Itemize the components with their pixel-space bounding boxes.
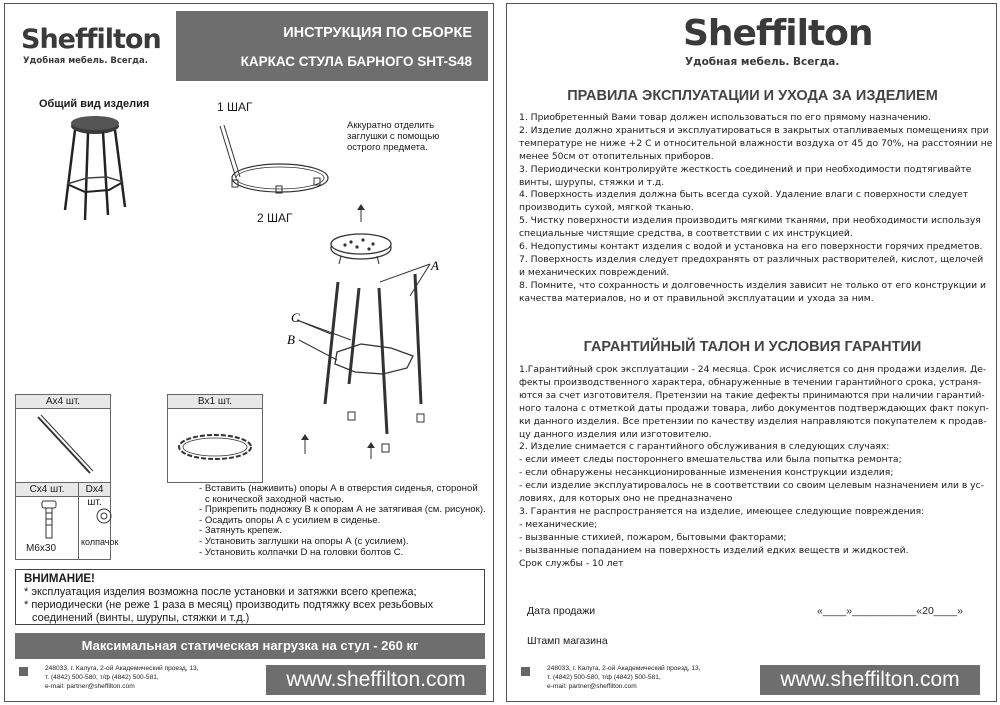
brand-name: Sheffilton <box>683 13 873 54</box>
sale-date-field: «____»___________«20____» <box>817 605 963 617</box>
rules-title: ПРАВИЛА ЭКСПЛУАТАЦИИ И УХОДА ЗА ИЗДЕЛИЕМ <box>567 88 938 104</box>
warranty-title: ГАРАНТИЙНЫЙ ТАЛОН И УСЛОВИЯ ГАРАНТИИ <box>583 339 922 355</box>
warning-line: * периодически (не реже 1 раза в месяц) производить подтяжку всех резьбовых <box>24 599 434 611</box>
assembly-steps: - Вставить (наживить) опоры А в отверстия сиденья, стороной с конической заходной частью. - Прикрепить подножку В к опорам А не затягивая (см. рисунок). - Осадить опоры А с усилием в сиденье. - Затянуть крепеж. - Установить заглушки на опоры А (с усилием). - Установить колпачки D на головки болтов С. <box>199 483 486 558</box>
warranty-terms: 1.Гарантийный срок эксплуатации - 24 месяца. Срок исчисляется со дня продажи изделия. Де- фекты производственного характера, обнаруженные в течении гарантийного срока, устраня- ются за счет изготовителя. Претензии на такие дефекты принимаются при наличии гарантий- ного талона с отметкой даты продажи товара, либо документов подтверждающих факт покуп- ки данного изделия. Все претензии по качеству изделия направляются покупателем к продав- цу данного изделия или изготовителю. 2. Изделие снимается с гарантийного обслуживания в следующих случаях: - если имеет следы постороннего вмешательства или была попытка ремонта; - если обнаружены несанкционированные изменения конструкции изделия; - если изделие эксплуатировалось не в соответствии со своим целевым назначением или в ус- ловиях, для которых оно не предназначено 3. Гарантия не распространяется на изделие, имеющее следующие повреждения: - механические; - вызванные стихией, пожаром, бытовыми факторами; - вызванные попаданием на поверхность изделий едких веществ и жидкостей. Срок службы - 10 лет <box>519 364 989 569</box>
stool-overview-image <box>45 112 155 227</box>
warning-box <box>15 569 485 625</box>
brand-logo <box>683 13 873 68</box>
step2-exploded-diagram <box>275 204 455 464</box>
part-a-cell <box>16 395 111 483</box>
warning-line: * эксплуатация изделия возможна после установки и затяжки всего крепежа; <box>24 586 417 598</box>
brand-logo <box>21 26 161 66</box>
max-load-banner: Максимальная статическая нагрузка на стул - 260 кг <box>15 633 485 659</box>
sale-date-label: Дата продажи <box>527 605 596 617</box>
warning-title: ВНИМАНИЕ! <box>24 573 95 585</box>
footrest-ring-icon <box>168 409 262 479</box>
part-c-cell <box>16 483 119 560</box>
header-title: ИНСТРУКЦИЯ ПО СБОРКЕ <box>283 25 472 41</box>
bolt-part-icon <box>30 499 70 544</box>
rules-list: 1. Приобретенный Вами товар должен использоваться по его прямому назначению. 2. Изделие должно храниться и эксплуатироваться в закрытых отапливаемых помещениях при температуре не ниже +2 С и относительной влажности воздуха от 45 до 70%, на расстоянии не менее 50см от отопительных приборов. 3. Периодически контролируйте жесткость соединений и при необходимости подтягивайте винты, шурупы, стяжки и т.д. 4. Поверхность изделия должна быть всегда сухой. Удаление влаги с поверхности следует производить сухой, мягкой тканью. 5. Чистку поверхности изделия производить мягкими тканями, при необходимости используя специальные чистящие средства, в соответствии с их инструкцией. 6. Недопустимы контакт изделия с водой и установка на его поверхности горячих предметов. 7. Поверхность изделия следует предохранять от различных растворителей, кислот, щелочей и механических повреждений. 8. Помните, что сохранность и долговечность изделия зависит не только от его конструкции и качества материалов, но и от правильной эксплуатации и ухода за ним. <box>519 112 993 304</box>
diagram-label-b: B <box>287 332 295 347</box>
part-b-cell <box>168 395 263 483</box>
cap-part-icon <box>89 503 119 529</box>
footer-marker-icon <box>521 667 530 676</box>
step1-diagram <box>210 116 350 196</box>
bolt-size-label: M6x30 <box>26 543 57 554</box>
cap-label: колпачок <box>81 537 119 547</box>
leg-part-icon <box>16 409 110 479</box>
warranty-page <box>506 3 997 702</box>
step1-label: 1 ШАГ <box>217 100 253 114</box>
part-b-label: Bx1 шт. <box>168 395 262 409</box>
footer-marker-icon <box>19 667 28 676</box>
website-banner: www.sheffilton.com <box>760 665 980 695</box>
stamp-label: Штамп магазина <box>527 635 608 647</box>
website-banner: www.sheffilton.com <box>266 665 486 695</box>
part-c-label: Cx4 шт. <box>16 483 79 497</box>
brand-tagline: Удобная мебель. Всегда. <box>685 56 840 68</box>
part-d-label: Dx4 шт. <box>79 483 110 497</box>
part-a-label: Ax4 шт. <box>16 395 110 409</box>
diagram-label-c: C <box>291 310 300 325</box>
step2-label: 2 ШАГ <box>257 211 293 225</box>
warning-line: соединений (винты, шурупы, стяжки и т.д.) <box>32 612 250 624</box>
header-band <box>176 11 488 81</box>
diagram-label-a: A <box>431 258 439 273</box>
header-subtitle: КАРКАС СТУЛА БАРНОГО SHT-S48 <box>240 54 472 69</box>
brand-tagline: Удобная мебель. Всегда. <box>23 56 148 66</box>
company-address: 248033, г. Калуга, 2-ой Академический проезд, 13, т. (4842) 500-580, т/ф (4842) 500-581, e-mail: partner@sheffilton.com <box>547 665 701 690</box>
step1-note: Аккуратно отделить заглушки с помощью острого предмета. <box>347 120 440 153</box>
company-address: 248033, г. Калуга, 2-ой Академический проезд, 13, т. (4842) 500-580, т/ф (4842) 500-581, e-mail: partner@sheffilton.com <box>45 665 199 690</box>
assembly-instructions-page <box>4 3 494 702</box>
overview-label: Общий вид изделия <box>39 98 150 110</box>
brand-name: Sheffilton <box>21 24 161 55</box>
